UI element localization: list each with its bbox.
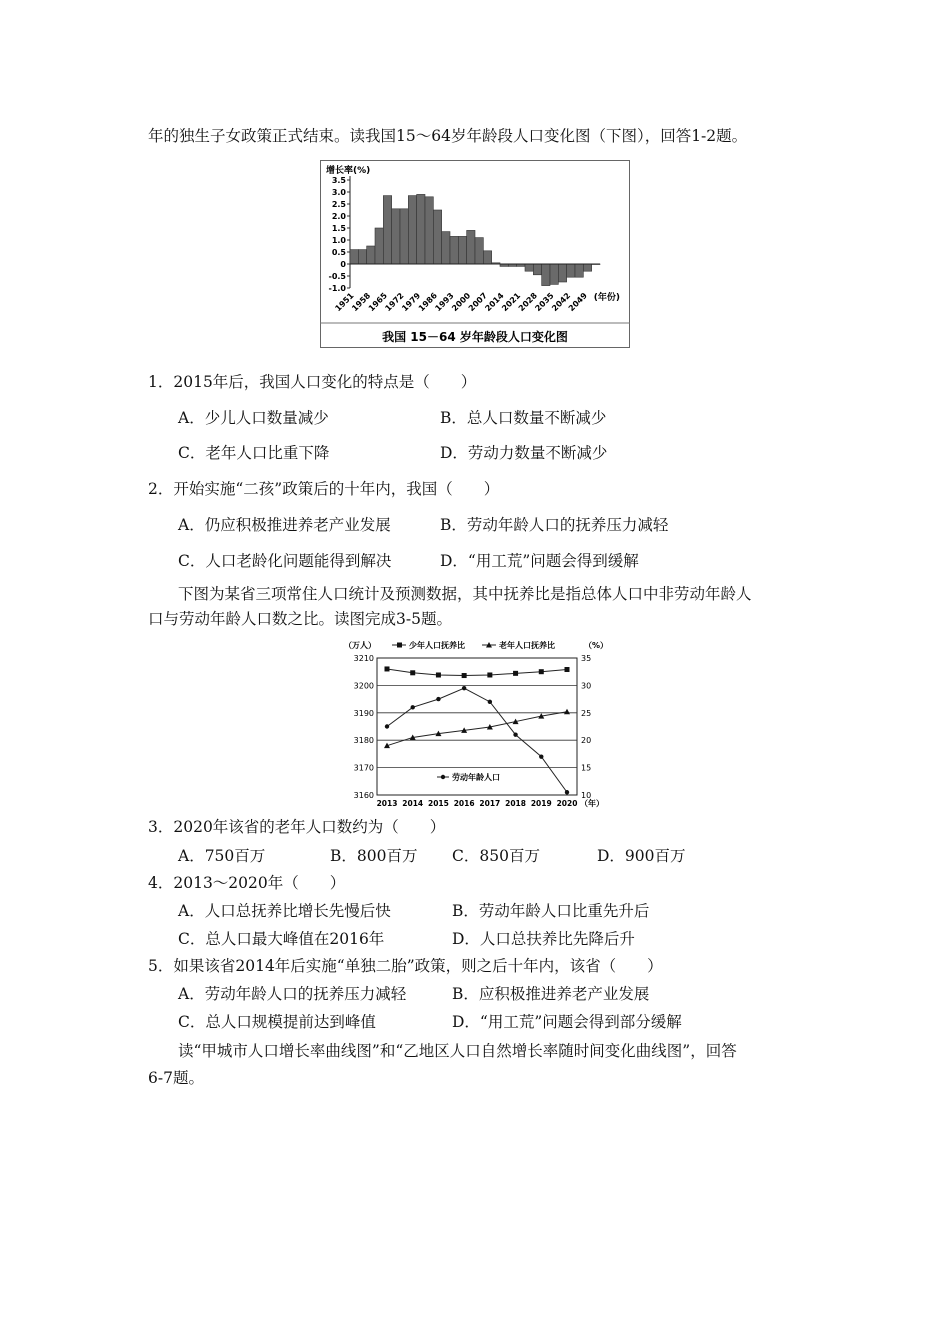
chart1-bar <box>408 196 416 264</box>
chart2-point-child <box>462 673 467 678</box>
chart2-left-tick: 3200 <box>353 681 374 691</box>
q2-option-a[interactable]: A．仍应积极推进养老产业发展 <box>178 516 391 534</box>
chart1-xunit: (年份) <box>593 293 620 303</box>
chart2-point-labor <box>565 790 569 794</box>
chart2-point-child <box>410 670 415 675</box>
chart1-ytick-label: 2.5 <box>331 200 346 209</box>
chart2-point-labor <box>513 733 517 737</box>
chart1-xtick-label: 2042 <box>550 291 573 314</box>
q2-option-b[interactable]: B．劳动年龄人口的抚养压力减轻 <box>440 516 669 534</box>
intro2-line1: 下图为某省三项常住人口统计及预测数据，其中抚养比是指总体人口中非劳动年龄人 <box>178 585 752 603</box>
growth-rate-chart <box>320 160 630 348</box>
chart1-ytick-label: -1.0 <box>328 284 346 293</box>
q1-stem: 1．2015年后，我国人口变化的特点是（ ） <box>148 373 477 391</box>
intro3-line1: 读“甲城市人口增长率曲线图”和“乙地区人口自然增长率随时间变化曲线图”，回答 <box>178 1042 737 1060</box>
q4-option-c[interactable]: C．总人口最大峰值在2016年 <box>178 930 385 948</box>
chart1-bar <box>383 196 391 264</box>
chart1-bar <box>483 251 491 264</box>
q5-option-b[interactable]: B．应积极推进养老产业发展 <box>452 985 650 1003</box>
chart2-point-child <box>513 671 518 676</box>
chart1-xtick-label: 2021 <box>500 291 523 314</box>
chart1-bar <box>425 197 433 264</box>
chart2-xtick: 2020 <box>556 799 578 808</box>
chart2-point-child <box>539 669 544 674</box>
chart1-xtick-label: 2007 <box>466 291 489 314</box>
chart2-right-unit: （%） <box>583 641 608 650</box>
q3-option-d[interactable]: D．900百万 <box>597 847 686 865</box>
chart1-bar <box>367 246 375 264</box>
chart1-bar <box>558 264 566 282</box>
q2-stem: 2．开始实施“二孩”政策后的十年内，我国（ ） <box>148 480 500 498</box>
population-chart <box>342 638 610 810</box>
chart1-bar <box>450 236 458 264</box>
q1-option-b[interactable]: B．总人口数量不断减少 <box>440 409 607 427</box>
chart2-left-tick: 3210 <box>353 654 374 663</box>
chart1-bar <box>525 264 533 271</box>
chart2-xtick: 2014 <box>402 799 424 808</box>
chart2-plot-area <box>354 654 592 808</box>
chart1-ylabel: 增长率(%) <box>326 166 371 176</box>
q3-option-b[interactable]: B．800百万 <box>330 847 418 865</box>
chart2-point-labor <box>539 754 543 758</box>
chart1-title: 我国 15－64 岁年龄段人口变化图 <box>382 330 568 344</box>
q4-stem: 4．2013～2020年（ ） <box>148 874 346 892</box>
chart1-ytick-label: 0.5 <box>331 248 346 257</box>
q3-option-c[interactable]: C．850百万 <box>452 847 540 865</box>
chart1-xtick-label: 2000 <box>450 291 473 314</box>
chart2-point-labor <box>436 697 440 701</box>
chart1-bar <box>358 250 366 264</box>
chart1-xtick-label: 2014 <box>483 291 506 314</box>
chart2-point-labor <box>488 700 492 704</box>
chart2-right-tick: 10 <box>581 791 592 800</box>
chart2-left-tick: 3170 <box>353 763 374 773</box>
q2-option-d[interactable]: D．“用工荒”问题会得到缓解 <box>440 552 639 570</box>
chart2-point-child <box>565 667 570 672</box>
chart1-bar <box>542 264 550 286</box>
chart1-ytick-label: -0.5 <box>328 272 346 281</box>
chart1-xtick-label: 2035 <box>533 291 556 314</box>
chart2-point-labor <box>462 686 466 690</box>
chart2-left-tick: 3160 <box>353 791 374 800</box>
chart1-bar <box>583 264 591 271</box>
chart2-left-unit: （万人） <box>344 641 376 650</box>
growth-rate-chart-svg <box>320 160 630 348</box>
intro3-line2: 6-7题。 <box>148 1069 204 1087</box>
chart2-point-labor <box>411 705 415 709</box>
q4-option-b[interactable]: B．劳动年龄人口比重先升后 <box>452 902 650 920</box>
legend-labor-label: 劳动年龄人口 <box>452 773 500 782</box>
chart1-xtick-label: 1993 <box>433 291 456 314</box>
q4-option-a[interactable]: A．人口总抚养比增长先慢后快 <box>178 902 391 920</box>
chart2-right-tick: 35 <box>581 654 592 663</box>
chart1-bar <box>467 230 475 264</box>
chart2-right-tick: 20 <box>581 736 592 746</box>
chart2-left-tick: 3190 <box>353 708 374 718</box>
legend-labor-marker <box>441 775 445 779</box>
chart2-xtick: 2018 <box>505 799 527 808</box>
chart1-bar <box>458 236 466 264</box>
chart2-point-child <box>385 666 390 671</box>
q1-option-a[interactable]: A．少儿人口数量减少 <box>178 409 329 427</box>
q1-option-d[interactable]: D．劳动力数量不断减少 <box>440 444 608 462</box>
chart2-xtick: 2019 <box>530 799 552 808</box>
chart1-bar <box>433 210 441 264</box>
q5-option-c[interactable]: C．总人口规模提前达到峰值 <box>178 1013 376 1031</box>
intro-text: 年的独生子女政策正式结束。读我国15～64岁年龄段人口变化图（下图），回答1-2题。 <box>148 127 748 145</box>
chart2-xtick: 2015 <box>427 799 449 808</box>
chart1-ytick-label: 3.0 <box>331 188 346 197</box>
chart1-bar <box>400 209 408 264</box>
chart1-xtick-label: 1986 <box>416 291 439 314</box>
q2-option-c[interactable]: C．人口老龄化问题能得到解决 <box>178 552 392 570</box>
chart1-xtick-label: 1951 <box>333 291 356 314</box>
chart2-xtick: 2017 <box>479 799 501 808</box>
q1-option-c[interactable]: C．老年人口比重下降 <box>178 444 330 462</box>
legend-child-marker <box>397 643 402 648</box>
q4-option-d[interactable]: D．人口总扶养比先降后升 <box>452 930 635 948</box>
chart1-bar <box>533 264 541 275</box>
q5-option-d[interactable]: D．“用工荒”问题会得到部分缓解 <box>452 1013 682 1031</box>
chart1-xtick-label: 1958 <box>350 291 373 314</box>
chart1-bar <box>575 264 583 277</box>
chart2-right-tick: 25 <box>581 708 592 718</box>
chart1-ytick-label: 1.0 <box>331 236 346 245</box>
q5-option-a[interactable]: A．劳动年龄人口的抚养压力减轻 <box>178 985 407 1003</box>
chart1-bar <box>550 264 558 284</box>
chart1-xtick-label: 2028 <box>516 291 539 314</box>
q3-option-a[interactable]: A．750百万 <box>178 847 266 865</box>
q3-stem: 3．2020年该省的老年人口数约为（ ） <box>148 818 446 836</box>
chart1-xtick-label: 1972 <box>383 291 406 314</box>
chart2-point-old <box>564 709 570 715</box>
chart1-bar <box>350 250 358 264</box>
chart1-bar <box>375 228 383 264</box>
chart1-ytick-label: 0 <box>340 260 346 269</box>
chart1-bar <box>417 194 425 264</box>
chart1-ytick-label: 2.0 <box>331 212 346 221</box>
legend-old-label: 老年人口抚养比 <box>499 641 555 650</box>
chart1-xtick-label: 1965 <box>366 291 389 314</box>
legend-child-label: 少年人口抚养比 <box>409 641 465 650</box>
chart1-bar <box>567 264 575 277</box>
chart1-xtick-label: 1979 <box>400 291 423 314</box>
chart2-xtick: 2013 <box>376 799 398 808</box>
chart2-point-labor <box>385 724 389 728</box>
chart2-xtick: 2016 <box>453 799 475 808</box>
chart1-xtick-label: 2049 <box>566 291 589 314</box>
chart2-left-tick: 3180 <box>353 736 374 746</box>
chart2-point-child <box>487 672 492 677</box>
chart2-right-tick: 15 <box>581 763 592 773</box>
chart2-x-unit: （年） <box>580 799 604 808</box>
q5-stem: 5．如果该省2014年后实施“单独二胎”政策，则之后十年内，该省（ ） <box>148 957 663 975</box>
chart1-bar <box>392 209 400 264</box>
chart2-point-child <box>436 672 441 677</box>
chart1-bar <box>442 232 450 264</box>
chart1-ytick-label: 1.5 <box>331 224 346 233</box>
chart1-ytick-label: 3.5 <box>331 176 346 185</box>
intro2-line2: 口与劳动年龄人口数之比。读图完成3-5题。 <box>148 610 452 628</box>
population-chart-svg <box>342 638 610 810</box>
chart1-bar <box>475 238 483 264</box>
chart2-right-tick: 30 <box>581 681 592 691</box>
